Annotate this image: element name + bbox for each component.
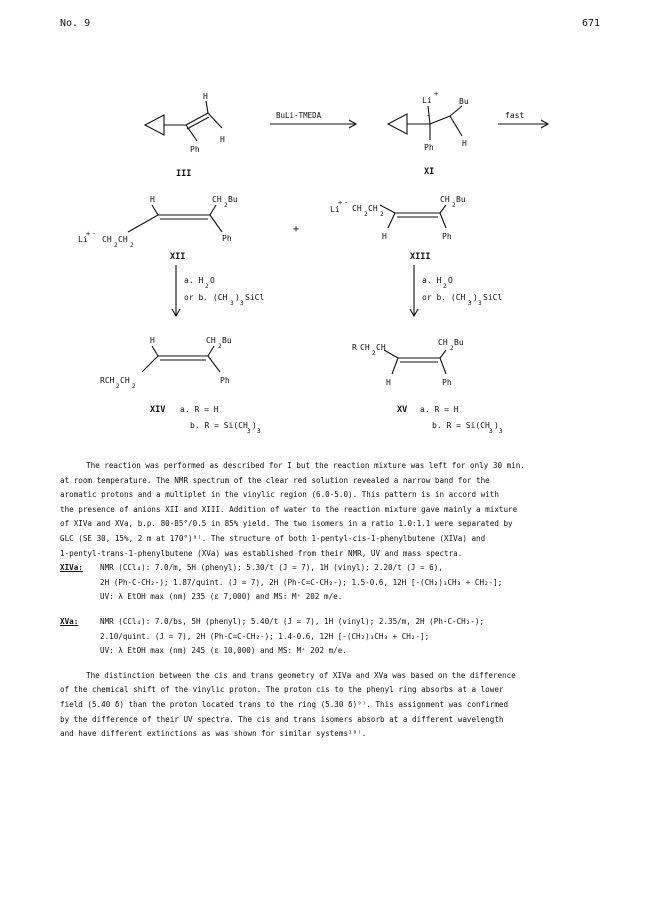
paren: ) [494,421,499,430]
paragraph-1-line: The reaction was performed as described for I but the reaction mixture was left for only 30 min. [86,461,525,470]
condition-b: or b. (CH [422,293,466,302]
subscript: 2 [450,345,454,352]
charge-plus: + [338,199,343,207]
subscript: 3 [257,428,261,435]
paragraph-1-line: of XIVa and XVa, b.p. 80-85°/0.5 in 85% yield. The two isomers in a ratio 1.0:1.1 were separated by [60,519,513,529]
paragraph-2-line: field (5.40 δ) than the proton located trans to the ring (5.30 δ)⁹⁾. This assignment was confirmed [60,699,509,709]
subscript: 2 [364,211,368,218]
page-number: 671 [582,18,601,29]
atom-label: CH [102,235,112,244]
bond [450,116,462,136]
atom-label: Ph [442,232,452,241]
xiva-line: UV: λ EtOH max (nm) 235 (ε 7,000) and MS: M⁺ 202 m/e. [100,592,343,602]
atom-label: H [462,139,467,148]
bond [430,116,450,124]
condition-a: a. H [422,276,442,285]
atom-label: R [352,343,357,352]
subscript: 2 [443,283,447,290]
atom-label: Bu [454,338,464,347]
atom-label: Ph [424,143,434,152]
xva-line: 2.10/quint. (J = 7), 2H (Ph-C=C-CH₂-); 1.4-0.6, 12H [-(CH₂)₃CH₃ + CH₂-]; [100,631,430,641]
condition-b-tail: ) [235,293,240,302]
xva-line: NMR (CCl₄): 7.0/bs, 5H (phenyl); 5.40/t (J = 7), 1H (vinyl); 2.35/m, 2H (Ph-C-CH₂-); [100,616,485,626]
bond [440,358,446,374]
condition-b-tail2: SiCl [483,293,503,302]
atom-label: CH [376,343,386,352]
bond [450,106,462,116]
bond [142,356,158,372]
atom-label: H [203,92,208,101]
bond [206,101,208,113]
paragraph-2-line: by the difference of their UV spectra. The cis and trans isomers absorb at a different wavelength [60,714,504,724]
subscript: 3 [499,428,503,435]
atom-label: CH [212,195,222,204]
xiva-data [60,561,626,605]
atom-label: CH [206,336,216,345]
journal-issue: No. 9 [60,18,91,29]
subscript: 2 [452,202,456,209]
cyclopropane-ring-III [145,115,164,135]
subscript: 2 [224,202,228,209]
atom-label: Bu [456,195,466,204]
subscript: 3 [247,428,251,435]
atom-label: H [150,336,155,345]
atom-label: H [220,135,225,144]
atom-label: CH [360,343,370,352]
xva-line: UV: λ EtOH max (nm) 245 (ε 10,000) and MS: M⁺ 202 m/e. [100,646,347,656]
atom-label: Ph [222,234,232,243]
subscript: 2 [114,242,118,249]
subscript: 3 [240,300,244,307]
paragraph-1-line: GLC (SE 30, 15%, 2 m at 170°)⁸⁾. The structure of both 1-pentyl-cis-1-phenylbutene (XIVa) and [60,533,486,543]
atom-label: CH [352,204,362,213]
charge-minus: - [426,111,431,120]
xiva-line: 2H (Ph-C-CH₂-); 1.87/quint. (J = 7), 2H (Ph-C=C-CH₂-); 1.5-0.6, 12H [-(CH₂)₃CH₃ + CH₂-]; [100,577,503,587]
plus-sign: + [293,224,300,235]
bond [388,213,395,228]
xva-data [60,615,626,659]
bond [210,215,222,232]
paragraph-1-line: the presence of anions XII and XIII. Addition of water to the reaction mixture gave mainly a mixture [60,504,518,514]
subscript: 2 [218,343,222,350]
bond [208,113,222,128]
atom-label: Ph [190,145,200,154]
reagent-label: BuLi-TMEDA [276,111,322,120]
xiv-variant-b: b. R = Si(CH [190,421,248,430]
bond [128,215,158,232]
atom-label: H [382,232,387,241]
compound-label-III: III [176,169,192,179]
condition-a-tail: O [210,276,215,285]
atom-label: Bu [222,336,232,345]
condition-b-tail: ) [473,293,478,302]
bond [210,205,216,215]
charge-minus: - [92,230,97,238]
charge-plus: + [434,90,439,98]
compound-label-XIII: XIII [410,252,431,262]
paragraph-1-line: at room temperature. The NMR spectrum of the clear red solution revealed a narrow band for the [60,475,490,485]
compound-label-XIV: XIV [150,405,166,415]
compound-label-XI: XI [424,167,435,177]
subscript: 3 [489,428,493,435]
condition-b: or b. (CH [184,293,228,302]
atom-label: Ph [220,376,230,385]
bond [440,213,446,228]
bond [208,346,214,356]
subscript: 3 [478,300,482,307]
atom-label: RCH [100,376,115,385]
reaction-scheme [0,0,672,455]
bond [186,125,197,141]
atom-label: H [150,195,155,204]
atom-label: Bu [228,195,238,204]
subscript: 3 [230,300,234,307]
bond [440,350,446,358]
charge-plus: + [86,230,91,238]
atom-label: Li [78,235,88,244]
subscript: 2 [380,211,384,218]
xv-variant-a: a. R = H [420,405,459,414]
xv-variant-b: b. R = Si(CH [432,421,490,430]
subscript: 3 [468,300,472,307]
atom-label: H [386,378,391,387]
paragraph-2-line: and have different extinctions as was shown for similar systems¹⁰⁾. [60,729,367,739]
compound-label-XV: XV [397,405,408,415]
bond [440,205,446,213]
condition-b-tail2: SiCl [245,293,265,302]
paragraph-1-line: aromatic protons and a multiplet in the vinylic region (6.0-5.0). This pattern is in accord with [60,490,499,500]
xiv-variant-a: a. R = H [180,405,219,414]
cyclopropane-ring-XI [388,114,407,134]
bond [152,205,158,215]
atom-label: CH [118,235,128,244]
condition-a: a. H [184,276,204,285]
atom-label: CH [368,204,378,213]
subscript: 2 [116,383,120,390]
xiva-label: XIVa: [60,563,83,573]
subscript: 2 [372,350,376,357]
paragraph-2-line: of the chemical shift of the vinylic proton. The proton cis to the phenyl ring absorbs at a lower [60,685,504,695]
atom-label: Li [422,96,432,105]
compound-label-XII: XII [170,252,186,262]
bond [152,346,158,356]
subscript: 2 [205,283,209,290]
paren: ) [252,421,257,430]
xva-label: XVa: [60,616,79,626]
paragraph-2-line: The distinction between the cis and trans geometry of XIVa and XVa was based on the difference [86,670,516,680]
bond [384,350,398,358]
atom-label: CH [438,338,448,347]
paragraph-1-line: 1-pentyl-trans-1-phenylbutene (XVa) was established from their NMR, UV and mass spectra. [60,548,463,558]
bond [392,358,398,374]
atom-label: CH [440,195,450,204]
bond [208,356,220,372]
subscript: 2 [130,242,134,249]
body-text [60,459,626,742]
subscript: 2 [132,383,136,390]
atom-label: CH [120,376,130,385]
xiva-line: NMR (CCl₄): 7.0/m, 5H (phenyl); 5.30/t (J = 7), 1H (vinyl); 2.20/t (J = 6), [100,563,443,573]
atom-label: Ph [442,378,452,387]
condition-a-tail: O [448,276,453,285]
fast-label: fast [505,111,525,120]
atom-label: Bu [459,97,469,106]
charge-minus: - [344,199,349,207]
atom-label: Li [330,205,340,214]
